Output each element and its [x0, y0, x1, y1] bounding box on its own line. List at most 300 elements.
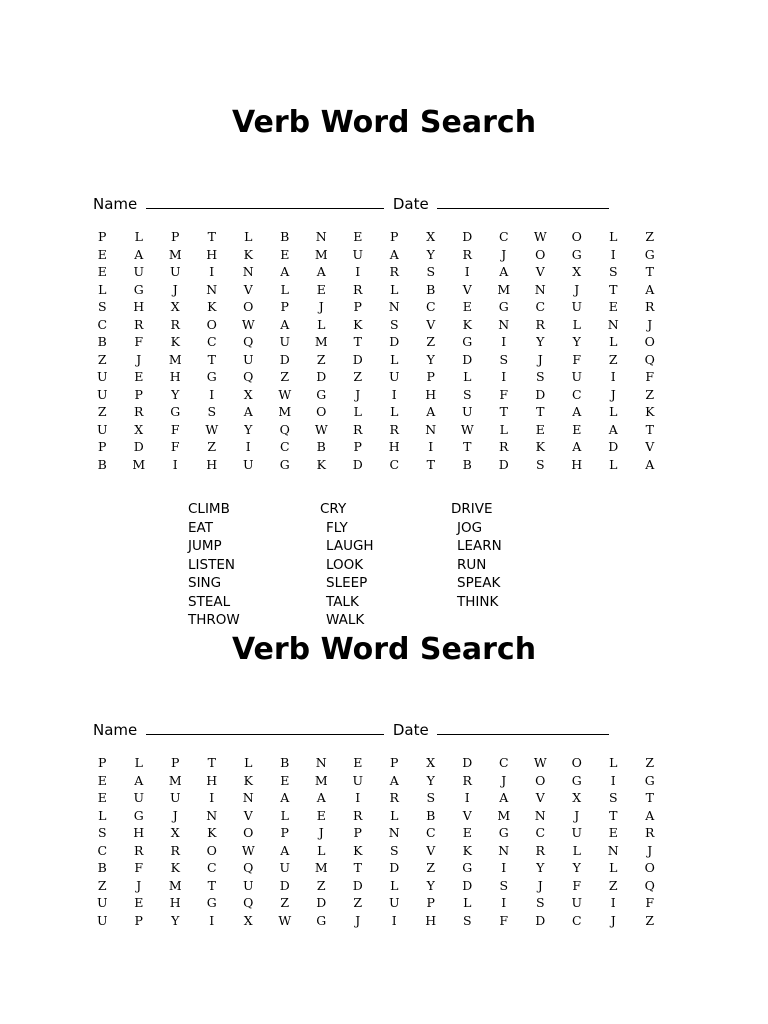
- grid-letter: Z: [280, 895, 290, 910]
- grid-letter: E: [97, 246, 107, 262]
- grid-letter: K: [207, 299, 217, 314]
- grid-letter: K: [243, 246, 253, 262]
- grid-letter: T: [207, 351, 216, 367]
- grid-letter: G: [462, 860, 473, 875]
- grid-letter: S: [389, 842, 399, 858]
- grid-letter: Z: [316, 877, 326, 893]
- grid-letter: N: [607, 316, 619, 332]
- word-list-item: WALK: [326, 612, 365, 628]
- grid-letter: W: [241, 316, 255, 332]
- grid-letter: E: [535, 421, 545, 437]
- grid-letter: K: [170, 334, 180, 349]
- grid-letter: L: [609, 456, 618, 472]
- grid-letter: K: [353, 316, 363, 332]
- grid-letter: Z: [645, 229, 655, 244]
- grid-letter: G: [133, 807, 144, 823]
- word-list-item: DRIVE: [451, 501, 493, 517]
- grid-letter: R: [499, 439, 509, 454]
- grid-letter: W: [533, 229, 547, 244]
- grid-letter: N: [498, 842, 510, 858]
- grid-letter: E: [353, 229, 363, 244]
- grid-letter: Q: [243, 369, 254, 384]
- name-label: Name: [93, 195, 138, 213]
- grid-letter: D: [535, 912, 546, 928]
- grid-letter: L: [390, 351, 399, 367]
- grid-letter: S: [608, 790, 618, 805]
- grid-letter: T: [645, 421, 654, 437]
- grid-letter: B: [97, 860, 107, 875]
- grid-letter: T: [499, 404, 508, 419]
- grid-letter: I: [610, 895, 616, 910]
- word-list-item: FLY: [326, 519, 348, 536]
- grid-letter: N: [498, 316, 510, 332]
- grid-letter: Z: [353, 369, 363, 384]
- grid-letter: S: [389, 316, 399, 332]
- grid-letter: T: [426, 456, 435, 472]
- grid-letter: U: [242, 351, 254, 367]
- grid-letter: G: [316, 912, 327, 928]
- grid-letter: P: [280, 299, 289, 314]
- grid-letter: C: [535, 825, 546, 840]
- grid-row: [84, 298, 656, 316]
- date-label: Date: [392, 721, 429, 739]
- grid-letter: X: [426, 229, 436, 244]
- word-list-item: LEARN: [457, 538, 502, 554]
- word-list-item: THROW: [188, 612, 240, 628]
- grid-letter: R: [389, 421, 399, 437]
- grid-letter: L: [390, 281, 399, 297]
- grid-letter: E: [608, 299, 618, 314]
- grid-letter: T: [645, 790, 654, 805]
- grid-letter: R: [535, 842, 545, 858]
- grid-letter: S: [499, 351, 509, 367]
- date-label: Date: [392, 195, 429, 213]
- grid-letter: T: [353, 334, 362, 349]
- grid-letter: G: [206, 895, 217, 910]
- grid-letter: N: [315, 755, 327, 770]
- grid-letter: K: [207, 825, 217, 840]
- grid-letter: I: [245, 439, 251, 454]
- grid-letter: W: [533, 755, 547, 770]
- grid-letter: J: [574, 807, 580, 823]
- word-list-item: LISTEN: [188, 556, 235, 573]
- grid-letter: L: [317, 842, 326, 858]
- grid-letter: B: [462, 456, 472, 472]
- grid-letter: K: [353, 842, 363, 858]
- grid-letter: G: [571, 772, 582, 788]
- grid-letter: J: [172, 807, 178, 823]
- grid-letter: N: [607, 842, 619, 858]
- date-blank[interactable]: [437, 194, 609, 209]
- grid-letter: F: [645, 895, 655, 910]
- grid-letter: C: [535, 299, 546, 314]
- grid-letter: I: [501, 334, 507, 349]
- word-list-item: RUN: [457, 556, 487, 573]
- grid-letter: I: [209, 912, 215, 928]
- grid-letter: P: [134, 912, 143, 928]
- grid-letter: N: [242, 264, 254, 279]
- grid-letter: S: [97, 299, 107, 314]
- word-list-column: [188, 500, 240, 630]
- grid-letter: T: [536, 404, 545, 419]
- grid-letter: J: [355, 386, 361, 402]
- grid-letter: M: [497, 281, 511, 297]
- grid-letter: D: [316, 895, 327, 910]
- grid-letter: Y: [426, 877, 435, 893]
- grid-letter: O: [644, 334, 655, 349]
- grid-letter: L: [609, 229, 618, 244]
- page-title: Verb Word Search: [231, 105, 537, 140]
- grid-letter: Z: [426, 860, 436, 875]
- grid-letter: J: [647, 316, 653, 332]
- grid-letter: V: [462, 281, 472, 297]
- grid-letter: C: [206, 860, 217, 875]
- grid-letter: S: [426, 790, 436, 805]
- grid-letter: F: [170, 421, 180, 437]
- grid-letter: U: [96, 386, 108, 402]
- grid-letter: J: [537, 877, 543, 893]
- grid-letter: Z: [608, 351, 618, 367]
- grid-letter: L: [390, 877, 399, 893]
- name-date-line: [93, 720, 613, 740]
- grid-letter: I: [464, 264, 470, 279]
- grid-letter: M: [314, 772, 328, 788]
- grid-letter: V: [426, 842, 436, 858]
- grid-letter: M: [278, 404, 292, 419]
- grid-letter: R: [353, 421, 363, 437]
- grid-letter: D: [389, 334, 400, 349]
- grid-letter: R: [645, 299, 655, 314]
- grid-letter: D: [608, 439, 619, 454]
- page-title: Verb Word Search: [231, 632, 537, 667]
- grid-letter: Q: [243, 860, 254, 875]
- grid-row: [84, 789, 656, 807]
- grid-letter: S: [535, 369, 545, 384]
- grid-letter: F: [499, 386, 509, 402]
- grid-letter: L: [463, 895, 472, 910]
- grid-letter: U: [96, 421, 108, 437]
- grid-letter: T: [609, 807, 618, 823]
- grid-letter: P: [426, 369, 435, 384]
- grid-letter: H: [133, 825, 145, 840]
- grid-letter: H: [425, 912, 437, 928]
- word-list-item: LOOK: [326, 556, 364, 573]
- grid-row: [84, 421, 656, 439]
- grid-letter: I: [501, 895, 507, 910]
- grid-letter: J: [136, 877, 142, 893]
- grid-letter: P: [280, 825, 289, 840]
- grid-letter: U: [133, 264, 145, 279]
- grid-letter: C: [206, 334, 217, 349]
- grid-letter: A: [243, 404, 253, 419]
- grid-letter: A: [608, 421, 618, 437]
- grid-letter: U: [96, 895, 108, 910]
- grid-letter: A: [280, 842, 290, 858]
- grid-letter: M: [314, 860, 328, 875]
- grid-letter: Z: [426, 334, 436, 349]
- grid-letter: O: [571, 229, 582, 244]
- grid-letter: O: [206, 842, 217, 858]
- grid-letter: X: [170, 299, 180, 314]
- grid-letter: A: [572, 439, 582, 454]
- date-blank[interactable]: [437, 720, 609, 735]
- grid-letter: U: [96, 912, 108, 928]
- grid-letter: T: [609, 281, 618, 297]
- letter-grid: [84, 754, 656, 929]
- grid-letter: E: [97, 772, 107, 788]
- grid-letter: Q: [644, 877, 655, 893]
- grid-letter: V: [243, 281, 253, 297]
- grid-letter: Q: [279, 421, 290, 437]
- grid-letter: C: [498, 229, 509, 244]
- grid-letter: H: [388, 439, 400, 454]
- grid-letter: H: [206, 772, 218, 788]
- grid-letter: D: [316, 369, 327, 384]
- grid-row: [84, 228, 656, 246]
- grid-letter: G: [644, 772, 655, 788]
- grid-letter: C: [425, 825, 436, 840]
- grid-letter: W: [314, 421, 328, 437]
- grid-letter: N: [206, 807, 218, 823]
- grid-letter: S: [535, 895, 545, 910]
- grid-letter: D: [498, 456, 509, 472]
- grid-letter: J: [647, 842, 653, 858]
- grid-letter: Z: [280, 369, 290, 384]
- grid-letter: W: [241, 842, 255, 858]
- grid-letter: A: [645, 807, 655, 823]
- grid-letter: X: [243, 386, 253, 402]
- grid-letter: W: [278, 912, 292, 928]
- grid-letter: U: [352, 246, 364, 262]
- grid-row: [84, 877, 656, 895]
- grid-letter: J: [610, 912, 616, 928]
- grid-row: [84, 246, 656, 264]
- grid-letter: K: [462, 316, 472, 332]
- grid-letter: I: [391, 912, 397, 928]
- grid-letter: G: [498, 825, 509, 840]
- grid-letter: B: [426, 807, 436, 823]
- grid-letter: N: [206, 281, 218, 297]
- grid-letter: A: [499, 264, 509, 279]
- grid-letter: A: [134, 772, 144, 788]
- grid-letter: Z: [608, 877, 618, 893]
- grid-row: [84, 859, 656, 877]
- grid-letter: K: [170, 860, 180, 875]
- grid-letter: P: [353, 439, 362, 454]
- grid-letter: M: [168, 772, 182, 788]
- name-blank[interactable]: [146, 194, 384, 209]
- grid-letter: J: [318, 299, 324, 314]
- grid-letter: W: [278, 386, 292, 402]
- grid-letter: O: [206, 316, 217, 332]
- grid-letter: T: [645, 264, 654, 279]
- grid-letter: O: [243, 299, 254, 314]
- grid-letter: C: [571, 386, 582, 402]
- grid-letter: H: [571, 456, 583, 472]
- grid-letter: R: [353, 807, 363, 823]
- grid-letter: A: [645, 456, 655, 472]
- grid-letter: M: [168, 351, 182, 367]
- grid-letter: O: [571, 755, 582, 770]
- grid-letter: S: [608, 264, 618, 279]
- word-list-item: SLEEP: [326, 575, 368, 591]
- grid-letter: E: [462, 299, 472, 314]
- grid-letter: P: [98, 755, 107, 770]
- grid-letter: E: [316, 281, 326, 297]
- grid-letter: Z: [645, 912, 655, 928]
- grid-letter: N: [534, 281, 546, 297]
- grid-letter: R: [134, 404, 144, 419]
- grid-letter: D: [389, 860, 400, 875]
- grid-letter: I: [355, 790, 361, 805]
- grid-letter: P: [353, 299, 362, 314]
- grid-letter: M: [168, 877, 182, 893]
- grid-letter: P: [134, 386, 143, 402]
- grid-letter: A: [280, 790, 290, 805]
- grid-letter: F: [134, 334, 144, 349]
- grid-letter: Y: [171, 912, 180, 928]
- grid-letter: K: [645, 404, 655, 419]
- grid-row: [84, 912, 656, 930]
- grid-letter: A: [572, 404, 582, 419]
- grid-letter: U: [279, 334, 291, 349]
- grid-letter: A: [134, 246, 144, 262]
- grid-letter: G: [316, 386, 327, 402]
- grid-letter: Y: [426, 351, 435, 367]
- grid-letter: D: [133, 439, 144, 454]
- grid-letter: E: [462, 825, 472, 840]
- name-date-line: [93, 194, 613, 214]
- word-list-item: EAT: [188, 519, 213, 536]
- grid-letter: D: [352, 351, 363, 367]
- grid-row: [84, 772, 656, 790]
- grid-letter: R: [645, 825, 655, 840]
- grid-letter: U: [169, 264, 181, 279]
- grid-letter: S: [426, 264, 436, 279]
- grid-letter: H: [169, 369, 181, 384]
- grid-letter: U: [571, 895, 583, 910]
- grid-letter: V: [243, 807, 253, 823]
- word-list-item: CLIMB: [188, 501, 230, 517]
- grid-letter: E: [353, 755, 363, 770]
- word-list-item: LAUGH: [326, 538, 374, 554]
- grid-letter: P: [353, 825, 362, 840]
- word-list-item: CRY: [320, 501, 347, 517]
- grid-letter: B: [280, 229, 290, 244]
- grid-letter: D: [462, 351, 473, 367]
- grid-letter: U: [388, 895, 400, 910]
- grid-letter: L: [390, 404, 399, 419]
- grid-letter: L: [609, 334, 618, 349]
- grid-letter: Y: [426, 772, 435, 788]
- grid-letter: Z: [97, 877, 107, 893]
- grid-letter: I: [172, 456, 178, 472]
- grid-letter: S: [462, 912, 472, 928]
- grid-letter: A: [280, 316, 290, 332]
- grid-letter: U: [461, 404, 473, 419]
- grid-letter: I: [610, 369, 616, 384]
- grid-letter: I: [610, 772, 616, 788]
- name-blank[interactable]: [146, 720, 384, 735]
- grid-letter: D: [462, 755, 473, 770]
- grid-letter: C: [498, 755, 509, 770]
- grid-row: [84, 456, 656, 474]
- word-list-item: JOG: [457, 519, 483, 536]
- grid-letter: V: [645, 439, 655, 454]
- grid-letter: N: [388, 299, 400, 314]
- grid-letter: H: [133, 299, 145, 314]
- grid-row: [84, 333, 656, 351]
- grid-letter: A: [389, 772, 399, 788]
- grid-letter: G: [133, 281, 144, 297]
- grid-letter: M: [132, 456, 146, 472]
- grid-letter: L: [244, 755, 253, 770]
- grid-letter: N: [388, 825, 400, 840]
- grid-letter: P: [98, 439, 107, 454]
- grid-letter: O: [316, 404, 327, 419]
- grid-letter: V: [535, 264, 545, 279]
- grid-letter: F: [134, 860, 144, 875]
- grid-letter: F: [499, 912, 509, 928]
- grid-letter: Y: [426, 246, 435, 262]
- word-list-item: TALK: [326, 593, 359, 610]
- grid-letter: L: [572, 316, 581, 332]
- grid-letter: P: [390, 755, 399, 770]
- grid-letter: D: [279, 351, 290, 367]
- word-list-item: THINK: [457, 593, 499, 610]
- word-list-item: SPEAK: [457, 575, 501, 591]
- grid-letter: G: [644, 246, 655, 262]
- grid-letter: R: [462, 772, 472, 788]
- grid-letter: R: [170, 842, 180, 858]
- grid-letter: I: [209, 264, 215, 279]
- grid-letter: U: [571, 299, 583, 314]
- grid-letter: O: [535, 772, 546, 788]
- grid-letter: D: [352, 877, 363, 893]
- grid-letter: Q: [644, 351, 655, 367]
- grid-letter: P: [98, 229, 107, 244]
- grid-letter: U: [242, 877, 254, 893]
- grid-letter: A: [316, 264, 326, 279]
- grid-letter: K: [462, 842, 472, 858]
- grid-letter: R: [535, 316, 545, 332]
- grid-letter: C: [97, 316, 108, 332]
- grid-letter: J: [501, 246, 507, 262]
- grid-letter: V: [535, 790, 545, 805]
- letter-grid: [84, 228, 656, 473]
- grid-letter: N: [315, 229, 327, 244]
- grid-letter: R: [134, 842, 144, 858]
- grid-letter: I: [355, 264, 361, 279]
- grid-letter: G: [462, 334, 473, 349]
- grid-letter: I: [610, 246, 616, 262]
- grid-letter: B: [280, 755, 290, 770]
- grid-letter: Y: [536, 334, 545, 349]
- grid-letter: S: [535, 456, 545, 472]
- grid-letter: T: [353, 860, 362, 875]
- grid-letter: J: [318, 825, 324, 840]
- grid-row: [84, 824, 656, 842]
- grid-letter: I: [501, 369, 507, 384]
- grid-letter: R: [389, 264, 399, 279]
- grid-letter: I: [428, 439, 434, 454]
- grid-letter: X: [170, 825, 180, 840]
- grid-letter: U: [571, 825, 583, 840]
- grid-letter: Q: [243, 334, 254, 349]
- grid-letter: R: [353, 281, 363, 297]
- grid-letter: A: [645, 281, 655, 297]
- grid-letter: I: [209, 790, 215, 805]
